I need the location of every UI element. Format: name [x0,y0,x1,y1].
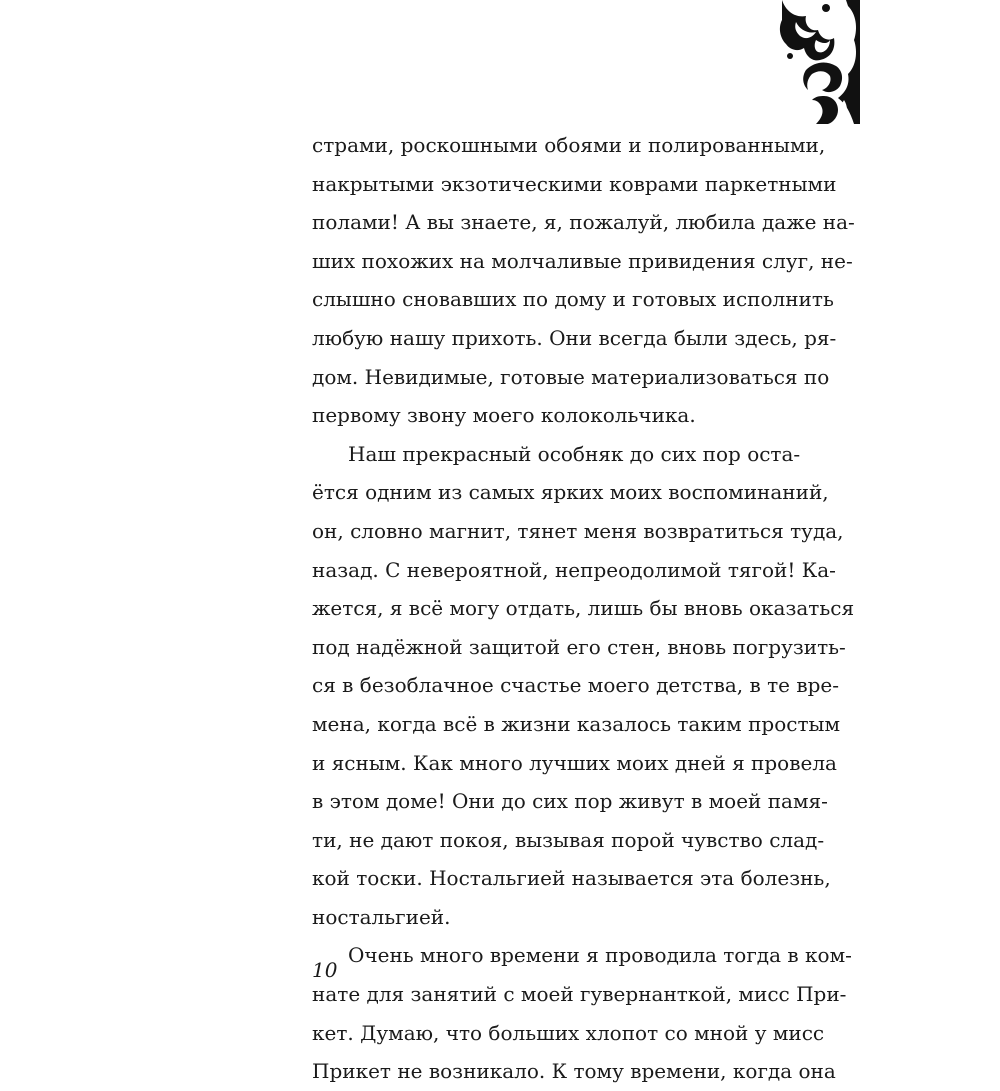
text-line: нате для занятий с моей гувернанткой, мисс При- [312,982,847,1007]
text-line: Прикет не возникало. К тому времени, когда она [312,1059,836,1084]
text-line: в этом доме! Они до сих пор живут в моей памя- [312,789,828,814]
text-line: кет. Думаю, что больших хлопот со мной у мисс [312,1020,825,1045]
text-line: он, словно магнит, тянет меня возвратиться туда, [312,518,844,543]
text-line: под надёжной защитой его стен, вновь погрузить- [312,634,846,659]
page-number: 10 [312,958,338,982]
text-line: слышно сновавших по дому и готовых исполнить [312,287,834,312]
body-text [312,126,855,1091]
text-line: мена, когда всё в жизни казалось таким простым [312,711,840,736]
text-line: кой тоски. Ностальгией называется эта болезнь, [312,866,831,891]
text-line: полами! А вы знаете, я, пожалуй, любила даже на- [312,210,855,235]
decorative-corner-ornament-icon [776,0,860,124]
paragraph-start-line: Наш прекрасный особняк до сих пор оста- [348,441,801,466]
text-line: ностальгией. [312,904,451,929]
paragraph-start-line: Очень много времени я проводила тогда в ком- [348,943,852,968]
text-line: накрытыми экзотическими коврами паркетными [312,171,837,196]
text-line: страми, роскошными обоями и полированными, [312,133,826,157]
text-line: дом. Невидимые, готовые материализоваться по [312,364,830,389]
text-line: и ясным. Как много лучших моих дней я провела [312,750,837,775]
text-line: любую нашу прихоть. Они всегда были здесь, ря- [312,325,837,350]
text-line: ся в безоблачное счастье моего детства, в те вре- [312,673,839,698]
text-line: ти, не дают покоя, вызывая порой чувство слад- [312,827,825,852]
text-line: первому звону моего колокольчика. [312,403,696,428]
text-line: назад. С невероятной, непреодолимой тягой! Ка- [312,557,836,582]
text-line: жется, я всё могу отдать, лишь бы вновь оказаться [312,596,855,621]
text-line: ётся одним из самых ярких моих воспоминаний, [312,480,829,505]
text-line: ших похожих на молчаливые привидения слуг, не- [312,248,853,273]
